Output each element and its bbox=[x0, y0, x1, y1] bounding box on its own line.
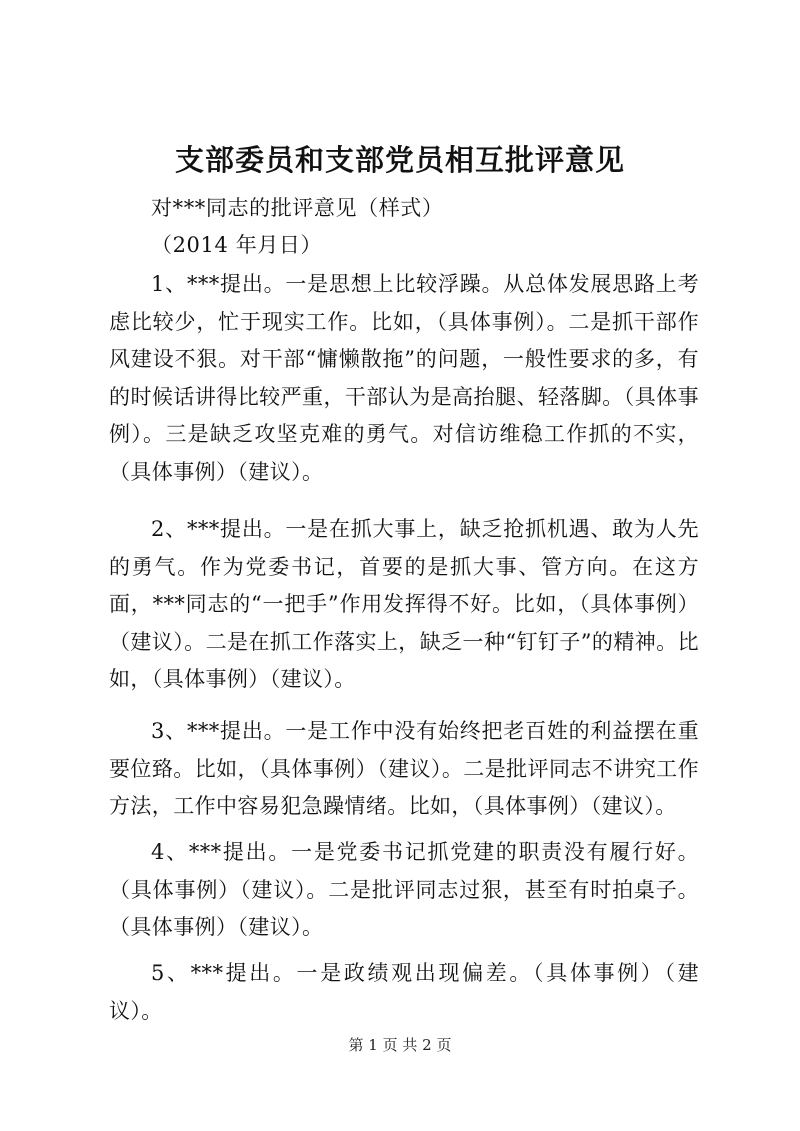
document-title: 支部委员和支部党员相互批评意见 bbox=[174, 143, 625, 177]
page-number-footer: 第 1 页 共 2 页 bbox=[348, 1036, 452, 1054]
subtitle-line: 对***同志的批评意见（样式） bbox=[151, 196, 444, 220]
paragraph-5: 5、***提出。一是政绩观出现偏差。（具体事例）（建议）。 bbox=[109, 961, 699, 1023]
paragraph-3: 3、***提出。一是工作中没有始终把老百姓的利益摆在重要位臵。比如，（具体事例）（建议）。二是批评同志不讲究工作方法，工作中容易犯急躁情绪。比如，（具体事例）（建议）。 bbox=[109, 719, 699, 819]
paragraph-2: 2、***提出。一是在抓大事上，缺乏抢抓机遇、敢为人先的勇气。作为党委书记，首要的是抓大事、管方向。在这方面，***同志的“一把手”作用发挥得不好。比如，（具体事例）（建议）。二是在抓工作落实上，缺乏一种“钉钉子”的精神。比如，（具体事例）（建议）。 bbox=[109, 517, 699, 692]
date-line: （2014 年月日） bbox=[151, 233, 323, 257]
paragraph-1: 1、***提出。一是思想上比较浮躁。从总体发展思路上考虑比较少，忙于现实工作。比如，（具体事例）。二是抓干部作风建设不狠。对干部“慵懒散拖”的问题，一般性要求的多，有的时候话讲得比较严重，干部认为是高抬腿、轻落脚。（具体事例）。三是缺乏攻坚克难的勇气。对信访维稳工作抓的不实，（具体事例）（建议）。 bbox=[109, 272, 699, 484]
paragraph-4: 4、***提出。一是党委书记抓党建的职责没有履行好。（具体事例）（建议）。二是批评同志过狠，甚至有时拍桌子。（具体事例）（建议）。 bbox=[109, 840, 699, 940]
